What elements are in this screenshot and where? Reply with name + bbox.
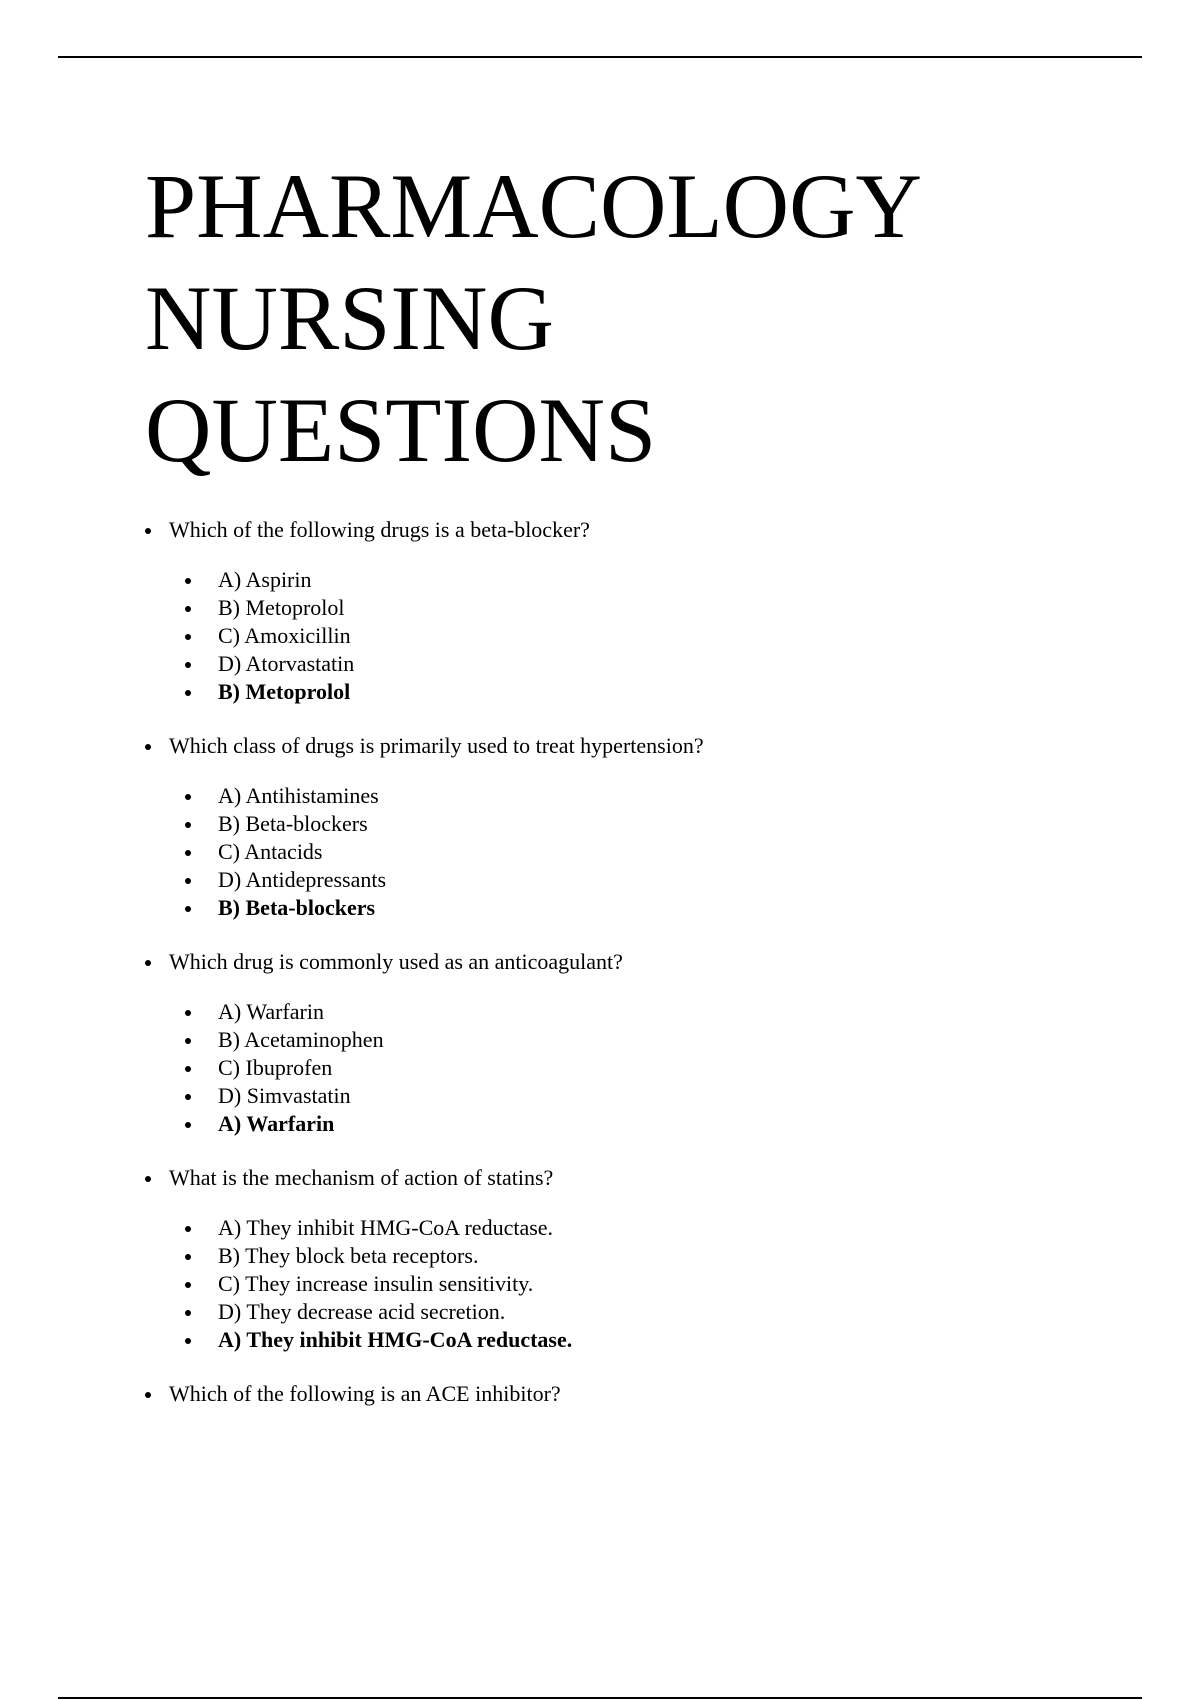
question-item	[145, 948, 1145, 1138]
option-list	[145, 782, 1145, 922]
correct-answer: A) They inhibit HMG-CoA reductase.	[145, 1326, 1145, 1354]
title-line-3: QUESTIONS	[145, 379, 657, 481]
option-item: A) Aspirin	[145, 566, 1145, 594]
option-item: C) They increase insulin sensitivity.	[145, 1270, 1145, 1298]
correct-answer: A) Warfarin	[145, 1110, 1145, 1138]
option-item: A) Antihistamines	[145, 782, 1145, 810]
question-text: Which class of drugs is primarily used to treat hypertension?	[169, 733, 704, 758]
bullet-icon	[185, 822, 191, 828]
bullet-icon	[185, 1094, 191, 1100]
option-item: A) They inhibit HMG-CoA reductase.	[145, 1214, 1145, 1242]
option-item: C) Amoxicillin	[145, 622, 1145, 650]
question-text: What is the mechanism of action of statins?	[169, 1165, 554, 1190]
question-item	[145, 1164, 1145, 1354]
bullet-icon	[185, 578, 191, 584]
option-item: D) They decrease acid secretion.	[145, 1298, 1145, 1326]
bullet-icon	[185, 606, 191, 612]
bottom-divider	[58, 1697, 1142, 1699]
bullet-icon	[145, 1176, 151, 1182]
top-divider	[58, 56, 1142, 58]
option-item: B) Metoprolol	[145, 594, 1145, 622]
bullet-icon	[185, 906, 191, 912]
option-list	[145, 998, 1145, 1138]
bullet-icon	[185, 1310, 191, 1316]
bullet-icon	[185, 850, 191, 856]
bullet-icon	[185, 1338, 191, 1344]
question-list	[145, 516, 1145, 1408]
correct-answer: B) Metoprolol	[145, 678, 1145, 706]
option-item: B) They block beta receptors.	[145, 1242, 1145, 1270]
option-item: D) Simvastatin	[145, 1082, 1145, 1110]
option-item: B) Acetaminophen	[145, 1026, 1145, 1054]
bullet-icon	[185, 794, 191, 800]
title-line-2: NURSING	[145, 267, 554, 369]
correct-answer: B) Beta-blockers	[145, 894, 1145, 922]
option-list	[145, 1214, 1145, 1354]
question-text: Which of the following drugs is a beta-blocker?	[169, 517, 590, 542]
bullet-icon	[185, 1066, 191, 1072]
page-title	[145, 150, 1145, 486]
question-item	[145, 516, 1145, 706]
option-item: C) Ibuprofen	[145, 1054, 1145, 1082]
option-item: C) Antacids	[145, 838, 1145, 866]
option-item: D) Antidepressants	[145, 866, 1145, 894]
option-item: B) Beta-blockers	[145, 810, 1145, 838]
bullet-icon	[185, 1122, 191, 1128]
bullet-icon	[145, 528, 151, 534]
document-body	[145, 150, 1145, 1434]
question-text: Which of the following is an ACE inhibitor?	[169, 1381, 561, 1406]
question-text: Which drug is commonly used as an anticoagulant?	[169, 949, 623, 974]
bullet-icon	[145, 960, 151, 966]
bullet-icon	[145, 744, 151, 750]
bullet-icon	[185, 1226, 191, 1232]
bullet-icon	[145, 1392, 151, 1398]
option-list	[145, 566, 1145, 706]
option-item: A) Warfarin	[145, 998, 1145, 1026]
bullet-icon	[185, 1010, 191, 1016]
question-item	[145, 1380, 1145, 1408]
option-item: D) Atorvastatin	[145, 650, 1145, 678]
bullet-icon	[185, 1282, 191, 1288]
title-line-1: PHARMACOLOGY	[145, 155, 922, 257]
bullet-icon	[185, 1038, 191, 1044]
bullet-icon	[185, 634, 191, 640]
bullet-icon	[185, 878, 191, 884]
bullet-icon	[185, 1254, 191, 1260]
question-item	[145, 732, 1145, 922]
bullet-icon	[185, 690, 191, 696]
bullet-icon	[185, 662, 191, 668]
